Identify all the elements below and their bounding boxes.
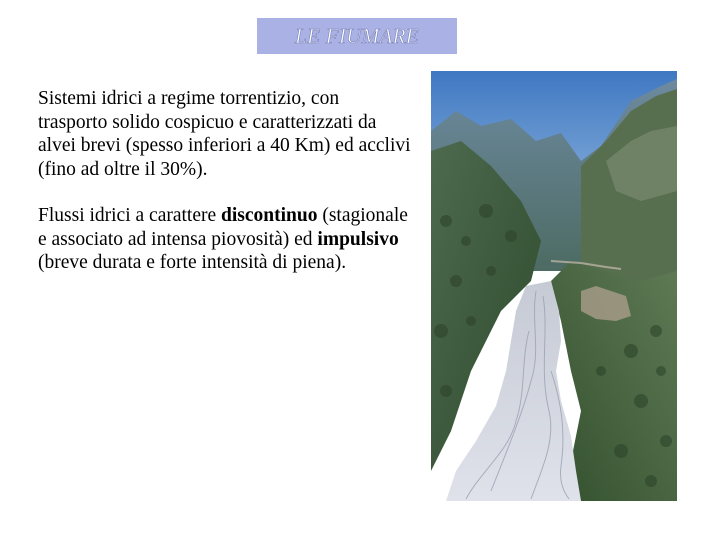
paragraph-flussi-text-3: (breve durata e forte intensità di piena).: [38, 252, 347, 273]
slide-title: LE FIUMARE: [295, 23, 419, 48]
body-text: [38, 87, 413, 275]
fiumara-photo: [431, 71, 677, 501]
bold-discontinuo: discontinuo: [221, 205, 318, 226]
paragraph-flussi-text-2: (stagionale e associato ad intensa piovosità) ed: [38, 205, 408, 250]
bold-impulsivo: impulsivo: [317, 228, 399, 250]
paragraph-flussi-text-1: Flussi idrici a carattere: [38, 205, 222, 226]
title-box: [257, 18, 457, 54]
paragraph-flussi: [38, 204, 413, 275]
paragraph-regime: Sistemi idrici a regime torrentizio, con trasporto solido cospicuo e caratterizzati da alvei brevi (spesso inferiori a 40 Km) ed acclivi (fino ad oltre il 30%).: [38, 88, 411, 180]
